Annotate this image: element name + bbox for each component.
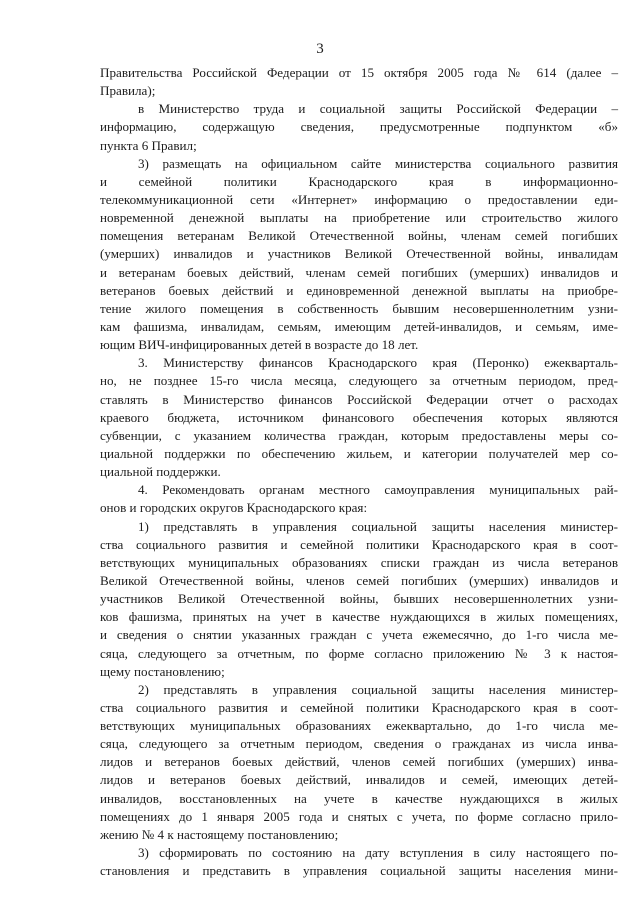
text-line: онов и городских округов Краснодарского края: xyxy=(100,500,368,516)
text-line: щему постановлению; xyxy=(100,663,225,679)
text-line: кам фашизма, инвалидам, семьям, имеющим детей-инвалидов, и семьям, име- xyxy=(100,318,618,334)
text-line: ства социального развития и семейной политики Краснодарского края в соот- xyxy=(100,699,618,715)
text-line: краевого бюджета, источником финансового обеспечения которых являются xyxy=(100,409,618,425)
text-line: 3) сформировать по состоянию на дату вступления в силу настоящего по- xyxy=(138,845,618,861)
text-line: сяца, следующего за отчетным, по форме согласно приложению № 3 к настоя- xyxy=(100,645,618,661)
text-line: телекоммуникационной сети «Интернет» информацию о предоставлении еди- xyxy=(100,191,618,207)
text-line: ставлять в Министерство финансов Российской Федерации отчет о расходах xyxy=(100,391,618,407)
page-number: 3 xyxy=(316,41,324,57)
text-line: и сведения о снятии указанных граждан с учета ежемесячно, до 1-го числа ме- xyxy=(100,627,618,643)
text-line: тение жилого помещения в собственность бывшим несовершеннолетним узни- xyxy=(100,300,618,316)
text-line: помещениях до 1 января 2005 года и снятых с учета, по форме согласно прило- xyxy=(100,808,618,824)
text-line: ветеранов боевых действий и единовременной денежной выплаты на приобре- xyxy=(100,282,618,298)
text-line: Правила); xyxy=(100,83,156,99)
text-line: ветствующих муниципальных образованиях списки граждан из числа ветеранов xyxy=(100,554,618,570)
document-body xyxy=(100,64,618,880)
text-line: в Министерство труда и социальной защиты Российской Федерации – xyxy=(138,101,618,117)
text-line: субвенции, с указанием количества граждан, которым предоставлены меры со- xyxy=(100,427,618,443)
text-line: лидов и ветеранов боевых действий, членов семей погибших (умерших) инва- xyxy=(100,754,618,770)
text-line: становления и представить в управления социальной защиты населения мини- xyxy=(100,863,618,879)
text-line: новременной денежной выплаты на приобретение или строительство жилого xyxy=(100,210,618,226)
text-line: 3) размещать на официальном сайте министерства социального развития xyxy=(138,155,618,171)
text-line: ющим ВИЧ-инфицированных детей в возрасте до 18 лет. xyxy=(100,337,419,353)
text-line: ства социального развития и семейной политики Краснодарского края в соот- xyxy=(100,536,618,552)
text-line: ветствующих муниципальных образованиях ежеквартально, до 1-го числа ме- xyxy=(100,718,618,734)
text-line: циальной поддержки по обеспечению жильем, и категории получателей мер со- xyxy=(100,445,618,461)
text-line: 1) представлять в управления социальной защиты населения министер- xyxy=(138,518,618,534)
text-line: помещения ветеранам Великой Отечественной войны, членам семей погибших xyxy=(100,228,618,244)
text-line: сяца, следующего за отчетным периодом, сведения о гражданах из числа инва- xyxy=(100,736,618,752)
text-line: жению № 4 к настоящему постановлению; xyxy=(100,826,339,842)
text-line: лидов и ветеранов боевых действий, инвалидов и семей, имеющих детей- xyxy=(100,772,618,788)
text-line: и семейной политики Краснодарского края в информационно- xyxy=(100,173,618,189)
text-line: 3. Министерству финансов Краснодарского края (Перонко) ежекварталь- xyxy=(138,355,618,371)
text-line: но, не позднее 15-го числа месяца, следующего за отчетным периодом, пред- xyxy=(100,373,618,389)
text-line: 2) представлять в управления социальной защиты населения министер- xyxy=(138,681,618,697)
text-line: ков фашизма, принятых на учет в качестве нуждающихся в жилых помещениях, xyxy=(100,609,618,625)
text-line: 4. Рекомендовать органам местного самоуправления муниципальных рай- xyxy=(138,482,618,498)
text-line: циальной поддержки. xyxy=(100,464,221,480)
text-line: Правительства Российской Федерации от 15 октября 2005 года № 614 (далее – xyxy=(100,65,618,80)
text-line: Великой Отечественной войны, членов семей погибших (умерших) инвалидов и xyxy=(100,572,618,588)
text-line: пункта 6 Правил; xyxy=(100,137,197,153)
text-line: информацию, содержащую сведения, предусмотренные подпунктом «б» xyxy=(100,119,618,135)
text-line: (умерших) инвалидов и участников Великой Отечественной войны, инвалидам xyxy=(100,246,618,262)
text-line: инвалидов, восстановленных на учете в качестве нуждающихся в жилых xyxy=(100,790,618,806)
text-line: и ветеранам боевых действий, членам семей погибших (умерших) инвалидов и xyxy=(100,264,618,280)
text-line: участников Великой Отечественной войны, бывших несовершеннолетних узни- xyxy=(100,591,618,607)
